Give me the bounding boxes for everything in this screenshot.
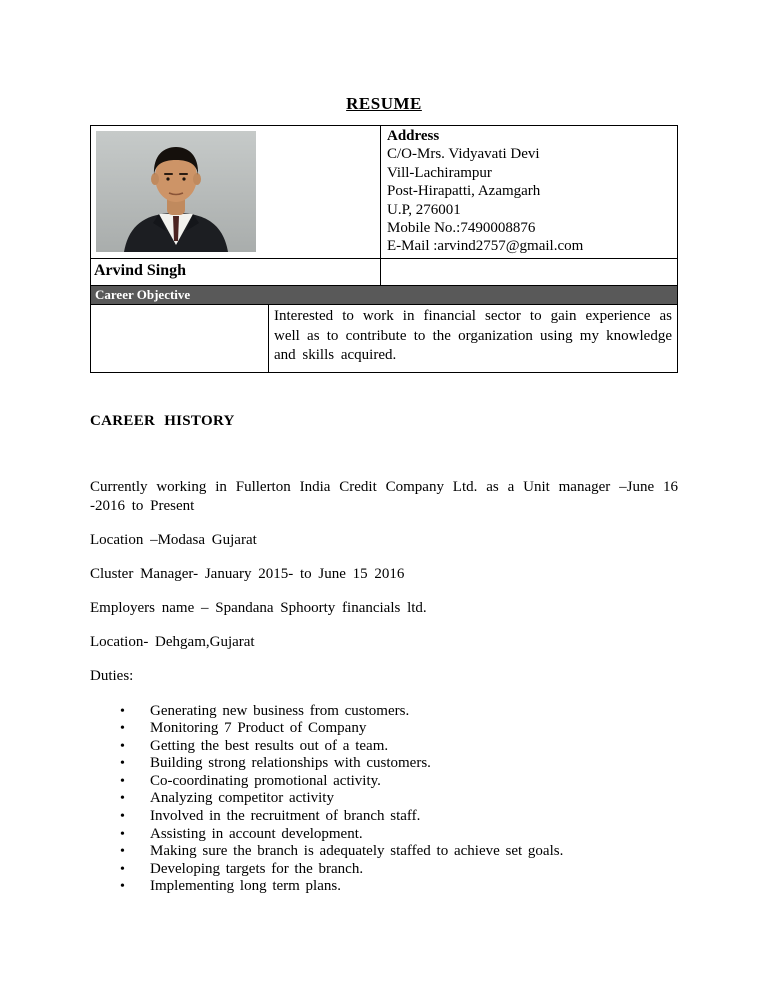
duty-text: Generating new business from customers. — [150, 702, 410, 719]
duty-text: Getting the best results out of a team. — [150, 737, 389, 754]
bullet-icon — [120, 826, 125, 844]
address-line-mobile: Mobile No.:7490008876 — [387, 220, 536, 237]
duty-item — [90, 755, 678, 773]
duty-item — [90, 720, 678, 738]
duty-text: Implementing long term plans. — [150, 878, 341, 895]
duties-list — [90, 703, 678, 897]
empty-cell — [381, 259, 677, 285]
address-line: Post-Hirapatti, Azamgarh — [387, 183, 541, 200]
duty-item — [90, 773, 678, 791]
duty-item — [90, 808, 678, 826]
page-title: RESUME — [346, 94, 422, 113]
address-line: C/O-Mrs. Vidyavati Devi — [387, 146, 540, 163]
bullet-icon — [120, 878, 125, 896]
duty-text: Making sure the branch is adequately staffed to achieve set goals. — [150, 843, 564, 860]
bullet-icon — [120, 790, 125, 808]
address-block — [381, 126, 677, 258]
bullet-icon — [120, 808, 125, 826]
bullet-icon — [120, 843, 125, 861]
bullet-icon — [120, 720, 125, 738]
duty-text: Co-coordinating promotional activity. — [150, 772, 381, 789]
photo-address-row — [91, 126, 677, 258]
bullet-icon — [120, 861, 125, 879]
employer-paragraph: Employers name – Spandana Sphoorty financials ltd. — [90, 599, 427, 616]
candidate-name: Arvind Singh — [91, 259, 381, 285]
duty-item — [90, 861, 678, 879]
career-objective-banner: Career Objective — [91, 285, 677, 304]
duty-item — [90, 843, 678, 861]
previous-role-paragraph: Cluster Manager- January 2015- to June 15 2016 — [90, 565, 405, 582]
location-paragraph: Location –Modasa Gujarat — [90, 531, 257, 548]
duty-text: Building strong relationships with customers. — [150, 755, 431, 772]
duty-item — [90, 790, 678, 808]
bullet-icon — [120, 773, 125, 791]
duty-text: Involved in the recruitment of branch staff. — [150, 808, 421, 825]
objective-row — [91, 304, 677, 372]
duty-item — [90, 826, 678, 844]
bullet-icon — [120, 755, 125, 773]
previous-location-paragraph: Location- Dehgam,Gujarat — [90, 633, 255, 650]
objective-text: Interested to work in financial sector to gain experience as well as to contribute to the organization using my knowledge and skills acquired. — [274, 308, 672, 363]
portrait-photo — [96, 131, 256, 252]
duty-item — [90, 878, 678, 896]
bullet-icon — [120, 738, 125, 756]
duties-label: Duties: — [90, 667, 134, 684]
address-line-email: E-Mail :arvind2757@gmail.com — [387, 238, 584, 255]
empty-cell — [91, 305, 269, 372]
header-table — [90, 125, 678, 373]
duty-item — [90, 703, 678, 721]
address-label: Address — [387, 128, 440, 144]
address-line: U.P, 276001 — [387, 201, 461, 218]
career-history-body — [90, 478, 678, 897]
photo-cell — [91, 126, 381, 258]
duty-text: Assisting in account development. — [150, 825, 363, 842]
address-line: Vill-Lachirampur — [387, 164, 492, 181]
duty-item — [90, 738, 678, 756]
duty-text: Developing targets for the branch. — [150, 860, 364, 877]
current-role-paragraph: Currently working in Fullerton India Credit Company Ltd. as a Unit manager –June 16 -2016 to Present — [90, 478, 678, 514]
duty-text: Analyzing competitor activity — [150, 790, 334, 807]
duty-text: Monitoring 7 Product of Company — [150, 720, 367, 737]
career-history-heading: CAREER HISTORY — [90, 412, 235, 429]
bullet-icon — [120, 703, 125, 721]
name-row — [91, 258, 677, 285]
